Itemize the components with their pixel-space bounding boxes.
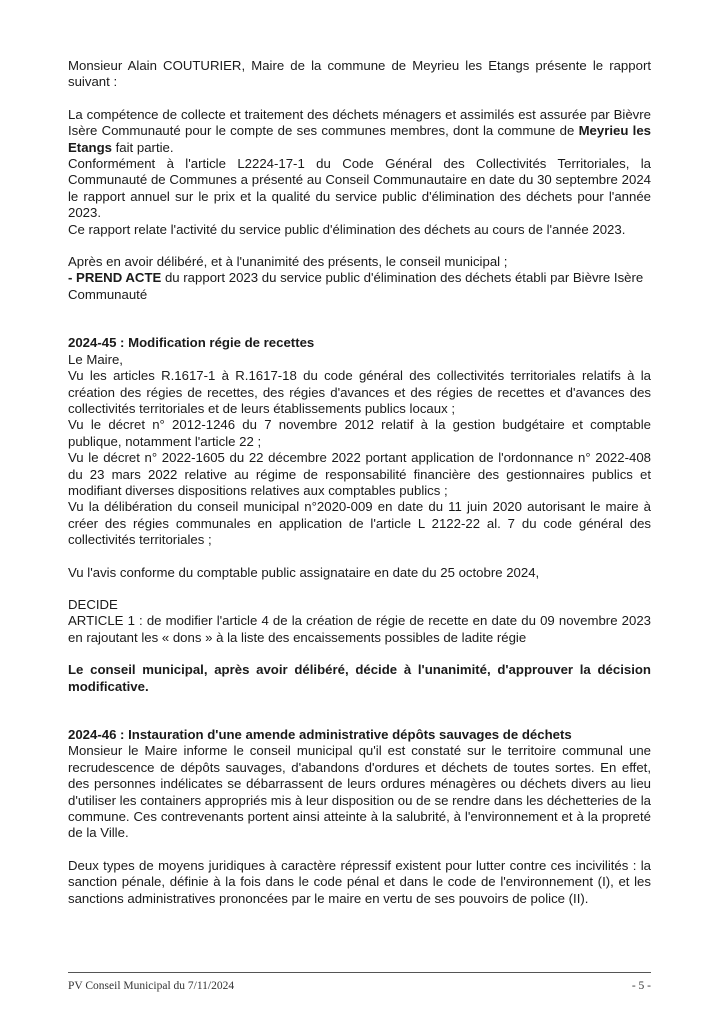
page-footer <box>68 972 651 994</box>
rapport-paragraph-3: Ce rapport relate l'activité du service public d'élimination des déchets au cours de l'année 2023. <box>68 221 626 237</box>
page-number: - 5 - <box>631 980 651 992</box>
article-1: ARTICLE 1 : de modifier l'article 4 de la création de régie de recette en date du 09 novembre 2023 en rajoutant les « dons » à la liste des encaissements possibles de ladite régie <box>68 613 651 645</box>
vu-decret-2022: Vu le décret n° 2022-1605 du 22 décembre 2022 portant application de l'ordonnance n° 2022-408 du 23 mars 2022 relative au régime de responsabilité financière des gestionnaires publics et modifiant diverses dispositions relatives aux comptables publics ; <box>68 450 651 498</box>
section-2024-45-title: 2024-45 : Modification régie de recettes <box>68 335 315 351</box>
vu-deliberation-2020: Vu la délibération du conseil municipal n°2020-009 en date du 11 juin 2020 autorisant le maire à créer des régies communales en application de l'article L 2122-22 al. 7 du code général des collectivités territoriales ; <box>68 499 651 548</box>
prend-acte-label: - PREND ACTE <box>68 270 162 286</box>
section-2024-45-conclusion: Le conseil municipal, après avoir délibéré, décide à l'unanimité, d'approuver la décision modificative. <box>68 662 651 694</box>
prend-acte-text: du rapport 2023 du service public d'élimination des déchets établi par Bièvre Isère Communauté <box>68 270 644 302</box>
section-2024-46-title: 2024-46 : Instauration d'une amende administrative dépôts sauvages de déchets <box>68 727 572 742</box>
rapport-intro: Monsieur Alain COUTURIER, Maire de la commune de Meyrieu les Etangs présente le rapport suivant : <box>68 58 651 90</box>
vu-articles: Vu les articles R.1617-1 à R.1617-18 du code général des collectivités territoriales relatifs à la création des régies de recettes, des régies d'avances et des régies de recettes et d'avances des collectivités territoriales et de leurs établissements publics locaux ; <box>68 368 651 416</box>
rapport-paragraph-1 <box>68 107 651 156</box>
section-2024-46-paragraph-1: Monsieur le Maire informe le conseil municipal qu'il est constaté sur le territoire communal une recrudescence de dépôts sauvages, d'abandons d'ordures et déchets de toutes sortes. En effet, des personnes indélicates se débarrassent de leurs ordures ménagères ou déchets divers au lieu d'utiliser les containers appropriés mis à leur disposition ou de se rendre dans les déchetteries de la commune. Ces contrevenants portent ainsi atteinte à la salubrité, à l'environnement et à la propreté de la Ville. <box>68 743 651 841</box>
document-page <box>68 58 651 907</box>
rapport-deliberation: Après en avoir délibéré, et à l'unanimité des présents, le conseil municipal ; <box>68 254 508 270</box>
le-maire: Le Maire, <box>68 351 123 367</box>
footer-title: PV Conseil Municipal du 7/11/2024 <box>68 980 235 992</box>
vu-avis-comptable: Vu l'avis conforme du comptable public assignataire en date du 25 octobre 2024, <box>68 564 540 580</box>
decide-label: DECIDE <box>68 596 118 612</box>
commune-name: Meyrieu les Etangs <box>68 123 651 155</box>
vu-decret-2012: Vu le décret n° 2012-1246 du 7 novembre 2012 relatif à la gestion budgétaire et comptable publique, notamment l'article 22 ; <box>68 417 651 449</box>
rapport-paragraph-2: Conformément à l'article L2224-17-1 du Code Général des Collectivités Territoriales, la Communauté de Communes a présenté au Conseil Communautaire en date du 30 septembre 2024 le rapport annuel sur le prix et la qualité du service public d'élimination des déchets pour l'année 2023. <box>68 156 651 221</box>
section-2024-46-paragraph-2: Deux types de moyens juridiques à caractère répressif existent pour lutter contre ces incivilités : la sanction pénale, définie à la fois dans le code pénal et dans le code de l'environnement (I), et les sanctions administratives prononcées par le maire en vertu de ses pouvoirs de police (II). <box>68 857 651 906</box>
rapport-prend-acte <box>68 270 651 303</box>
rapport-p1-start: La compétence de collecte et traitement des déchets ménagers et assimilés est assurée par Bièvre Isère Communauté pour le compte de ses communes membres, dont la commune de <box>68 106 651 139</box>
rapport-p1-end: fait partie. <box>111 139 174 155</box>
